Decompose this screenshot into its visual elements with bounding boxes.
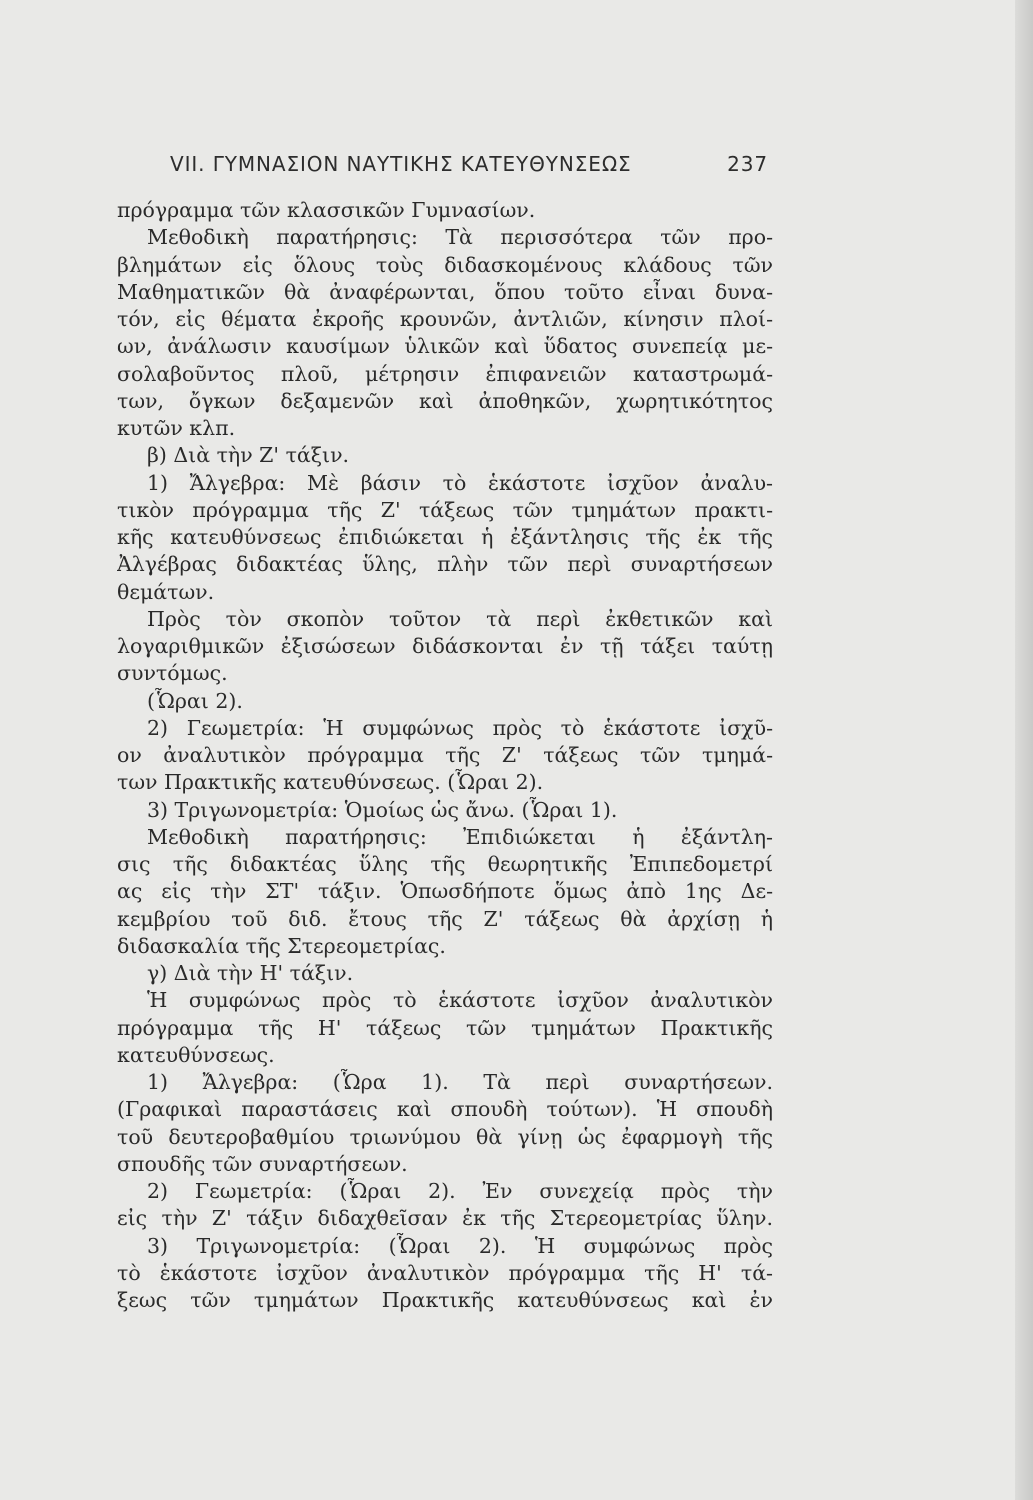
text-line: 1) Ἄλγεβρα: (Ὧρα 1). Τὰ περὶ συναρτήσεων. [147,1070,773,1094]
text-line: κεμβρίου τοῦ διδ. ἔτους τῆς Ζ' τάξεως θὰ ἀρχίσῃ ἡ [117,906,773,931]
text-line: κῆς κατευθύνσεως ἐπιδιώκεται ἡ ἐξάντλησις τῆς ἐκ τῆς [117,525,773,549]
text-line: των, ὄγκων δεξαμενῶν καὶ ἀποθηκῶν, χωρητικότητος [117,388,773,413]
text-line: β) Διὰ τὴν Ζ' τάξιν. [147,443,350,468]
chapter-title: VII. ΓΥΜΝΑΣΙΟΝ ΝΑΥΤΙΚΗΣ ΚΑΤΕΥΘΥΝΣΕΩΣ [170,152,632,176]
text-line: τοῦ δευτεροβαθμίου τριωνύμου θὰ γίνῃ ὡς ἐφαρμογὴ τῆς [117,1124,773,1149]
text-line: 3) Τριγωνομετρία: Ὁμοίως ὡς ἄνω. (Ὧραι 1). [147,797,618,822]
text-line: τόν, εἰς θέματα ἐκροῆς κρουνῶν, ἀντλιῶν, κίνησιν πλοί- [117,307,773,331]
text-line: 1) Ἄλγεβρα: Μὲ βάσιν τὸ ἑκάστοτε ἰσχῦον ἀναλυ- [147,470,773,495]
text-line: ξεως τῶν τμημάτων Πρακτικῆς κατευθύνσεως καὶ ἐν [117,1288,773,1312]
text-line: Μεθοδικὴ παρατήρησις: Ἐπιδιώκεται ἡ ἐξάντλη- [147,824,773,849]
text-line: κυτῶν κλπ. [117,416,236,440]
text-line: (Ὧραι 2). [147,688,243,713]
text-line: κατευθύνσεως. [117,1042,275,1067]
text-line: σολαβοῦντος πλοῦ, μέτρησιν ἐπιφανειῶν καταστρωμά- [117,361,773,386]
text-line: τὸ ἑκάστοτε ἰσχῦον ἀναλυτικὸν πρόγραμμα τῆς Η' τά- [117,1260,773,1285]
text-line: Μεθοδικὴ παρατήρησις: Τὰ περισσότερα τῶν προ- [147,225,773,250]
text-line: τικὸν πρόγραμμα τῆς Ζ' τάξεως τῶν τμημάτων πρακτι- [117,497,773,522]
text-line: των Πρακτικῆς κατευθύνσεως. (Ὧραι 2). [117,770,544,795]
text-line: γ) Διὰ τὴν Η' τάξιν. [147,961,354,985]
text-line: Πρὸς τὸν σκοπὸν τοῦτον τὰ περὶ ἐκθετικῶν καὶ [147,606,773,631]
text-line: σπουδῆς τῶν συναρτήσεων. [117,1151,408,1176]
text-line: ον ἀναλυτικὸν πρόγραμμα τῆς Ζ' τάξεως τῶν τμημά- [117,743,773,767]
text-line: (Γραφικαὶ παραστάσεις καὶ σπουδὴ τούτων). Ἡ σπουδὴ [117,1097,773,1122]
text-line: Ἡ συμφώνως πρὸς τὸ ἑκάστοτε ἰσχῦον ἀναλυτικὸν [147,988,773,1013]
text-line: 2) Γεωμετρία: Ἡ συμφώνως πρὸς τὸ ἑκάστοτε ἰσχῦ- [147,715,773,740]
text-line: 2) Γεωμετρία: (Ὧραι 2). Ἐν συνεχείᾳ πρὸς τὴν [147,1179,773,1203]
text-line: Μαθηματικῶν θὰ ἀναφέρωνται, ὅπου τοῦτο εἶναι δυνα- [117,279,773,304]
text-line: θεμάτων. [117,579,215,604]
text-line: Ἀλγέβρας διδακτέας ὕλης, πλὴν τῶν περὶ συναρτήσεων [117,552,773,577]
text-line: εἰς τὴν Ζ' τάξιν διδαχθεῖσαν ἐκ τῆς Στερεομετρίας ὕλην. [117,1206,773,1231]
text-line: ας εἰς τὴν ΣΤ' τάξιν. Ὁπωσδήποτε ὅμως ἀπὸ 1ης Δε- [117,879,773,904]
text-line: ων, ἀνάλωσιν καυσίμων ὑλικῶν καὶ ὕδατος συνεπείᾳ με- [117,334,773,359]
text-line: 3) Τριγωνομετρία: (Ὧραι 2). Ἡ συμφώνως πρὸς [147,1233,773,1258]
page-edge-shadow [1015,0,1033,1500]
body-text [117,197,773,1314]
text-line: βλημάτων εἰς ὅλους τοὺς διδασκομένους κλάδους τῶν [117,252,773,277]
text-line: λογαριθμικῶν ἐξισώσεων διδάσκονται ἐν τῇ τάξει ταύτῃ [117,634,773,658]
text-line: διδασκαλία τῆς Στερεομετρίας. [117,933,446,958]
page-number: 237 [727,152,768,176]
text-line: συντόμως. [117,661,228,686]
text-line: πρόγραμμα τῶν κλασσικῶν Γυμνασίων. [117,198,536,222]
text-line: πρόγραμμα τῆς Η' τάξεως τῶν τμημάτων Πρακτικῆς [117,1015,773,1040]
text-line: σις τῆς διδακτέας ὕλης τῆς θεωρητικῆς Ἐπιπεδομετρί [117,852,773,876]
running-header [170,152,768,176]
